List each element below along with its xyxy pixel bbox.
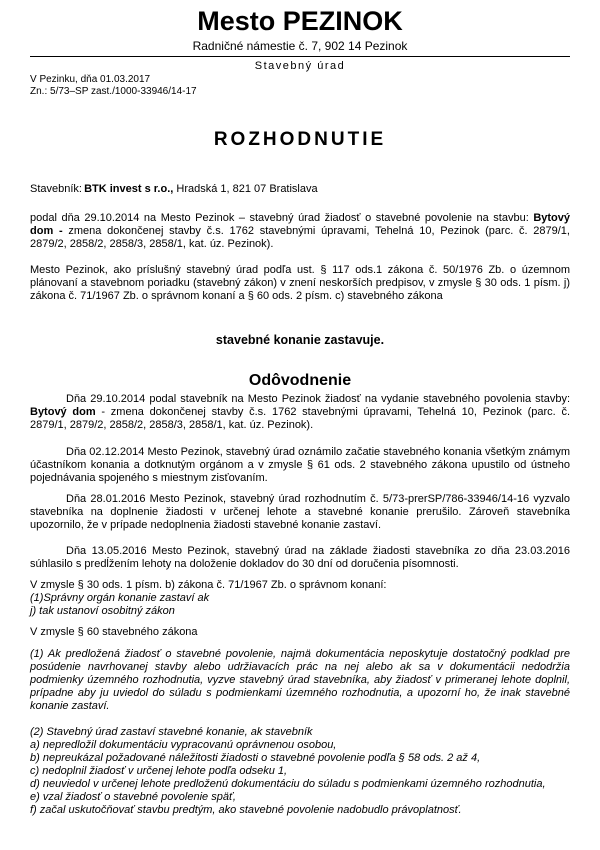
municipality-title: Mesto PEZINOK [197, 6, 403, 36]
law-2-list [30, 726, 570, 817]
application-building: Bytový dom - [30, 212, 570, 237]
reason-1-text: Dňa 29.10.2014 podal stavebník na Mesto Pezinok žiadosť na vydanie stavebného povolenia stavby: [66, 393, 570, 405]
application-paragraph [30, 212, 570, 251]
reasons-heading: Odôvodnenie [248, 372, 352, 389]
law-2-item-f: f) začal uskutočňovať stavbu predtým, ako stavebné povolenie nadobudlo právoplatnosť. [30, 804, 462, 816]
law-1-item-2: j) tak ustanoví osobitný zákon [30, 605, 175, 617]
reason-paragraph-4: Dňa 13.05.2016 Mesto Pezinok, stavebný úrad na základe žiadosti stavebníka zo dňa 23.03.2016 súhlasilo s predĺžením lehoty na doloženie dokladov do 30 dní od doručenia písomnosti. [30, 545, 570, 570]
place-date: V Pezinku, dňa 01.03.2017 [30, 74, 151, 85]
reason-1-building: Bytový dom [30, 406, 96, 418]
header-divider [30, 56, 570, 57]
authority-paragraph: Mesto Pezinok, ako príslušný stavebný úrad podľa ust. § 117 ods.1 zákona č. 50/1976 Zb. o územnom plánovaní a stavebnom poriadku (stavebný zákon) v znení neskorších predpisov, v zmysle § 30 ods. 1 písm. j) zákona č. 71/1967 Zb. o správnom konaní a § 60 ods. 2 písm. c) stavebného zákona [30, 264, 570, 302]
law-2-item-e: e) vzal žiadosť o stavebné povolenie späť, [30, 791, 236, 803]
applicant-line [30, 183, 318, 196]
municipality-address: Radničné námestie č. 7, 902 14 Pezinok [192, 39, 408, 53]
application-text-rest: zmena dokončenej stavby č.s. 1762 stavebnými úpravami, Tehelná 10, Pezinok (parc. č. 2879/1, 2879/2, 2858/2, 2858/3, 2858/1, kat. úz. Pezinok). [30, 225, 570, 250]
law-2-item-b: b) nepreukázal požadované náležitosti žiadosti o stavebné povolenie podľa § 58 ods. 2 až 4, [30, 752, 481, 764]
reference-number: Zn.: 5/73–SP zast./1000-33946/14-17 [30, 86, 197, 97]
law-2-paragraph-2: (2) Stavebný úrad zastaví stavebné konanie, ak stavebník [30, 726, 313, 738]
document-meta [30, 74, 197, 98]
law-1-intro: V zmysle § 30 ods. 1 písm. b) zákona č. 71/1967 Zb. o správnom konaní: [30, 579, 387, 591]
office-name: Stavebný úrad [254, 60, 346, 72]
law-2-item-d: d) neuviedol v určenej lehote predloženú dokumentáciu do súladu s podmienkami územného rozhodnutia, [30, 778, 546, 790]
law-2-paragraph-1: (1) Ak predložená žiadosť o stavebné povolenie, najmä dokumentácia neposkytuje dostatočný podklad pre posúdenie navrhovanej stavby alebo udržiavacích prác na nej alebo ak sa v dokumentácii nedodržia podmienky územného rozhodnutia, vyzve stavebný úrad stavebníka, aby žiadosť v primeranej lehote doplnil, prípadne aby ju uviedol do súladu s podmienkami územného rozhodnutia, a upozorní ho, že inak stavebné konanie zastaví. [30, 648, 570, 712]
law-2-item-c: c) nedoplnil žiadosť v určenej lehote podľa odseku 1, [30, 765, 288, 777]
reason-paragraph-1 [30, 393, 570, 432]
applicant-label: Stavebník: [30, 183, 82, 195]
reason-paragraph-2: Dňa 02.12.2014 Mesto Pezinok, stavebný úrad oznámilo začatie stavebného konania všetkým známym účastníkom konania a dotknutým orgánom a v zmysle § 61 ods. 2 stavebného zákona upustilo od ústneho pojednávania spojeného s miestnym zisťovaním. [30, 446, 570, 484]
applicant-name: BTK invest s r.o., [84, 183, 174, 195]
reason-paragraph-3: Dňa 28.01.2016 Mesto Pezinok, stavebný úrad rozhodnutím č. 5/73-prerSP/786-33946/14-16 vyzvalo stavebníka na doplnenie žiadosti v určenej lehote a stavebné konanie prerušilo. Zároveň stavebníka upozornilo, že v prípade nedoplnenia žiadosti stavebné konanie zastaví. [30, 493, 570, 531]
document-heading: ROZHODNUTIE [213, 129, 387, 150]
law-1-item-1: (1)Správny orgán konanie zastaví ak [30, 592, 210, 604]
decision-statement: stavebné konanie zastavuje. [215, 333, 385, 347]
law-1-block [30, 579, 570, 618]
law-2-item-a: a) nepredložil dokumentáciu vypracovanú oprávnenou osobou, [30, 739, 337, 751]
applicant-address: Hradská 1, 821 07 Bratislava [173, 183, 318, 195]
reason-1-text-rest: - zmena dokončenej stavby č.s. 1762 stavebnými úpravami, Tehelná 10, Pezinok (parc. č. 2879/1, 2879/2, 2858/2, 2858/3, 2858/1, kat. úz. Pezinok). [30, 406, 570, 431]
law-2-intro: V zmysle § 60 stavebného zákona [30, 626, 198, 638]
application-text: podal dňa 29.10.2014 na Mesto Pezinok – stavebný úrad žiadosť o stavebné povolenie na stavbu: [30, 212, 534, 224]
